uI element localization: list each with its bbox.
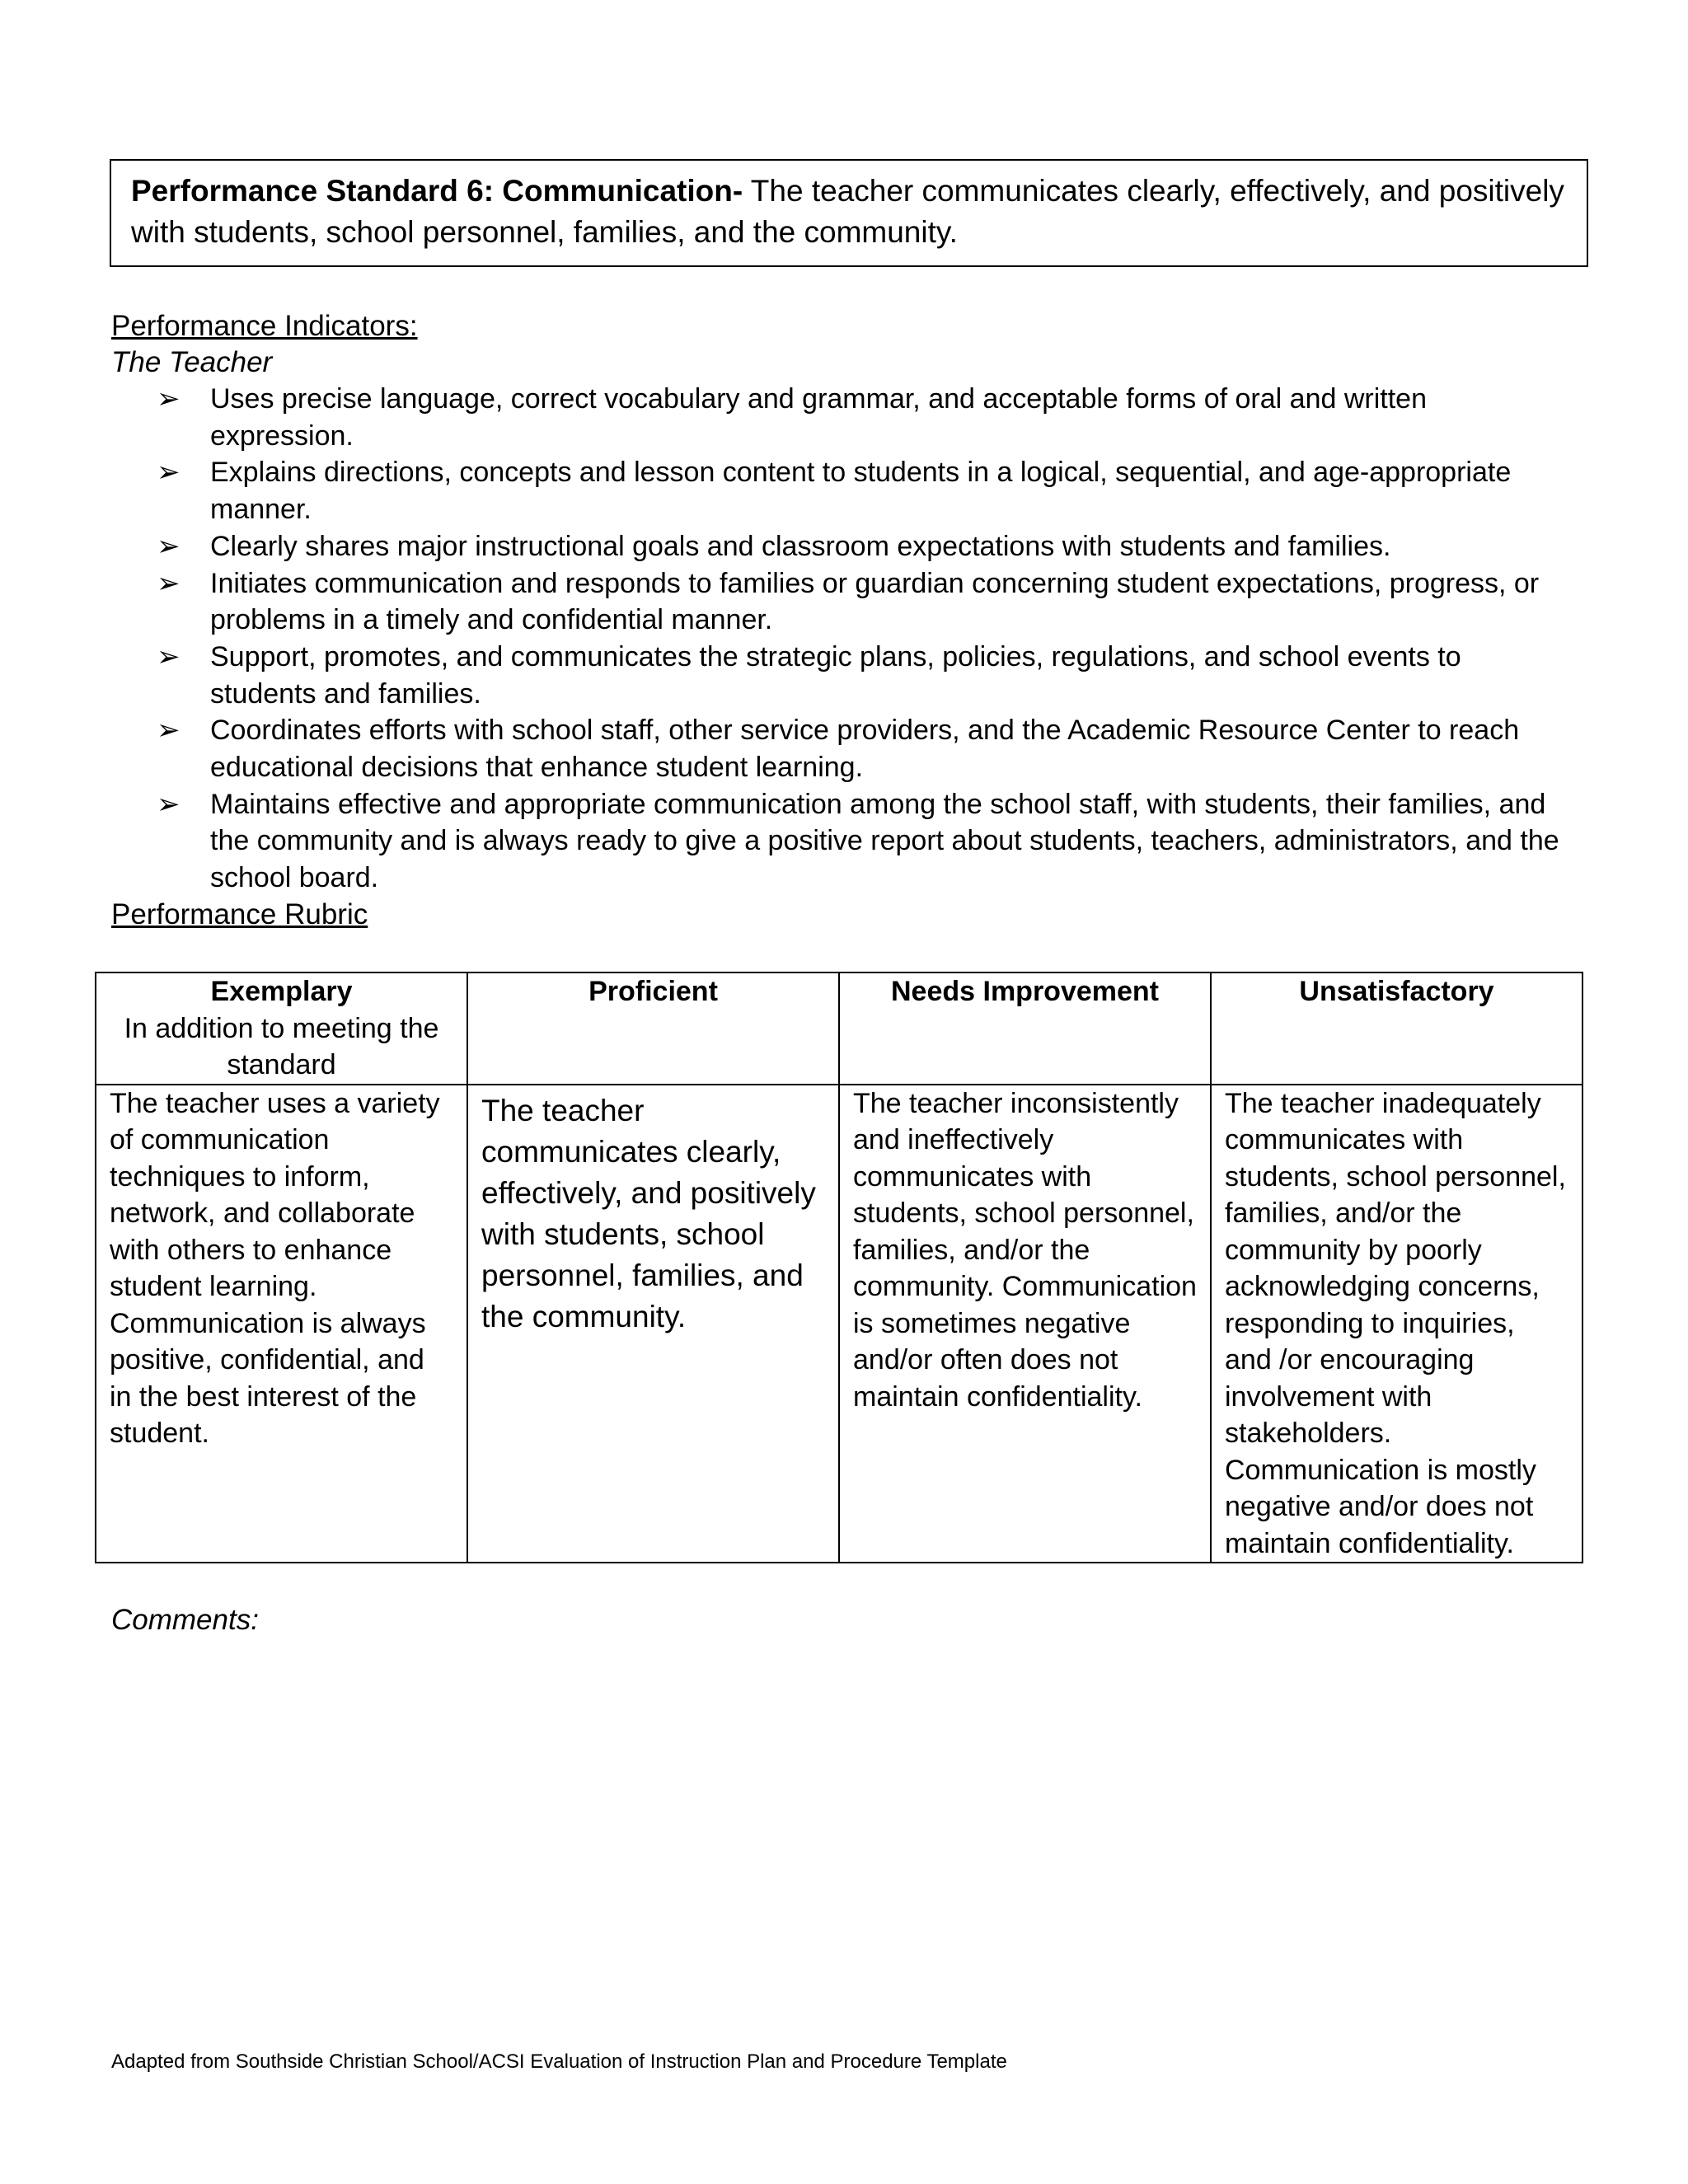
- indicator-text: Maintains effective and appropriate communication among the school staff, with students, their families, and the community and is always ready to give a positive report about students, teachers, administrators, and the school board.: [210, 788, 1559, 894]
- rubric-table: [95, 972, 1583, 1563]
- rubric-heading: Performance Rubric: [111, 898, 368, 930]
- rubric-header-row: [96, 972, 1582, 1085]
- header-unsatisfactory: Unsatisfactory: [1211, 972, 1582, 1085]
- cell-proficient: The teacher communicates clearly, effectively, and positively with students, school personnel, families, and the community.: [467, 1085, 839, 1563]
- indicator-item: [157, 712, 1574, 785]
- teacher-subheading: The Teacher: [111, 346, 273, 378]
- comments-label: Comments:: [111, 1604, 259, 1636]
- header-needs-improvement: Needs Improvement: [839, 972, 1211, 1085]
- indicator-item: [157, 565, 1574, 639]
- arrow-bullet-icon: ➢: [157, 640, 181, 673]
- indicator-text: Uses precise language, correct vocabulary and grammar, and acceptable forms of oral and written expression.: [210, 383, 1427, 452]
- arrow-bullet-icon: ➢: [157, 788, 181, 820]
- indicator-text: Explains directions, concepts and lesson content to students in a logical, sequential, and age-appropriate manner.: [210, 457, 1512, 526]
- standard-text: The teacher communicates clearly, effectively, and positively with students, school personnel, families, and the community.: [131, 174, 1564, 249]
- indicator-text: Initiates communication and responds to families or guardian concerning student expectations, progress, or problems in a timely and confidential manner.: [210, 567, 1540, 636]
- header-exemplary: [96, 972, 467, 1085]
- arrow-bullet-icon: ➢: [157, 567, 181, 599]
- cell-needs-improvement: The teacher inconsistently and ineffectively communicates with students, school personnel, families, and/or the community. Communication is sometimes negative and/or often does not maintain confidentiality.: [839, 1085, 1211, 1563]
- indicator-item: [157, 381, 1574, 454]
- indicator-text: Clearly shares major instructional goals and classroom expectations with students and families.: [210, 530, 1391, 562]
- header-exemplary-subtitle: In addition to meeting the standard: [124, 1012, 439, 1080]
- standard-box: [110, 159, 1588, 267]
- indicator-text: Coordinates efforts with school staff, other service providers, and the Academic Resource Center to reach educational decisions that enhance student learning.: [210, 715, 1520, 784]
- arrow-bullet-icon: ➢: [157, 457, 181, 489]
- standard-title: Performance Standard 6: Communication-: [131, 174, 743, 208]
- indicator-item: [157, 454, 1574, 527]
- indicator-text: Support, promotes, and communicates the strategic plans, policies, regulations, and school events to students and families.: [210, 640, 1461, 710]
- indicator-item: [157, 639, 1574, 712]
- indicator-item: [157, 528, 1574, 565]
- indicator-item: [157, 786, 1574, 897]
- cell-unsatisfactory: The teacher inadequately communicates with students, school personnel, families, and/or the community by poorly acknowledging concerns, responding to inquiries, and /or encouraging involvement with stakeholders. Communication is mostly negative and/or does not maintain confidentiality.: [1211, 1085, 1582, 1563]
- rubric-body-row: [96, 1085, 1582, 1563]
- indicators-list: [157, 381, 1574, 897]
- footer-note: Adapted from Southside Christian School/ACSI Evaluation of Instruction Plan and Procedure Template: [111, 2050, 1007, 2073]
- header-proficient: Proficient: [467, 972, 839, 1085]
- indicators-heading: Performance Indicators:: [111, 310, 418, 342]
- arrow-bullet-icon: ➢: [157, 530, 181, 562]
- arrow-bullet-icon: ➢: [157, 715, 181, 747]
- arrow-bullet-icon: ➢: [157, 383, 181, 415]
- cell-exemplary: The teacher uses a variety of communication techniques to inform, network, and collaborate with others to enhance student learning. Communication is always positive, confidential, and in the best interest of the student.: [96, 1085, 467, 1563]
- header-exemplary-label: Exemplary: [210, 976, 353, 1007]
